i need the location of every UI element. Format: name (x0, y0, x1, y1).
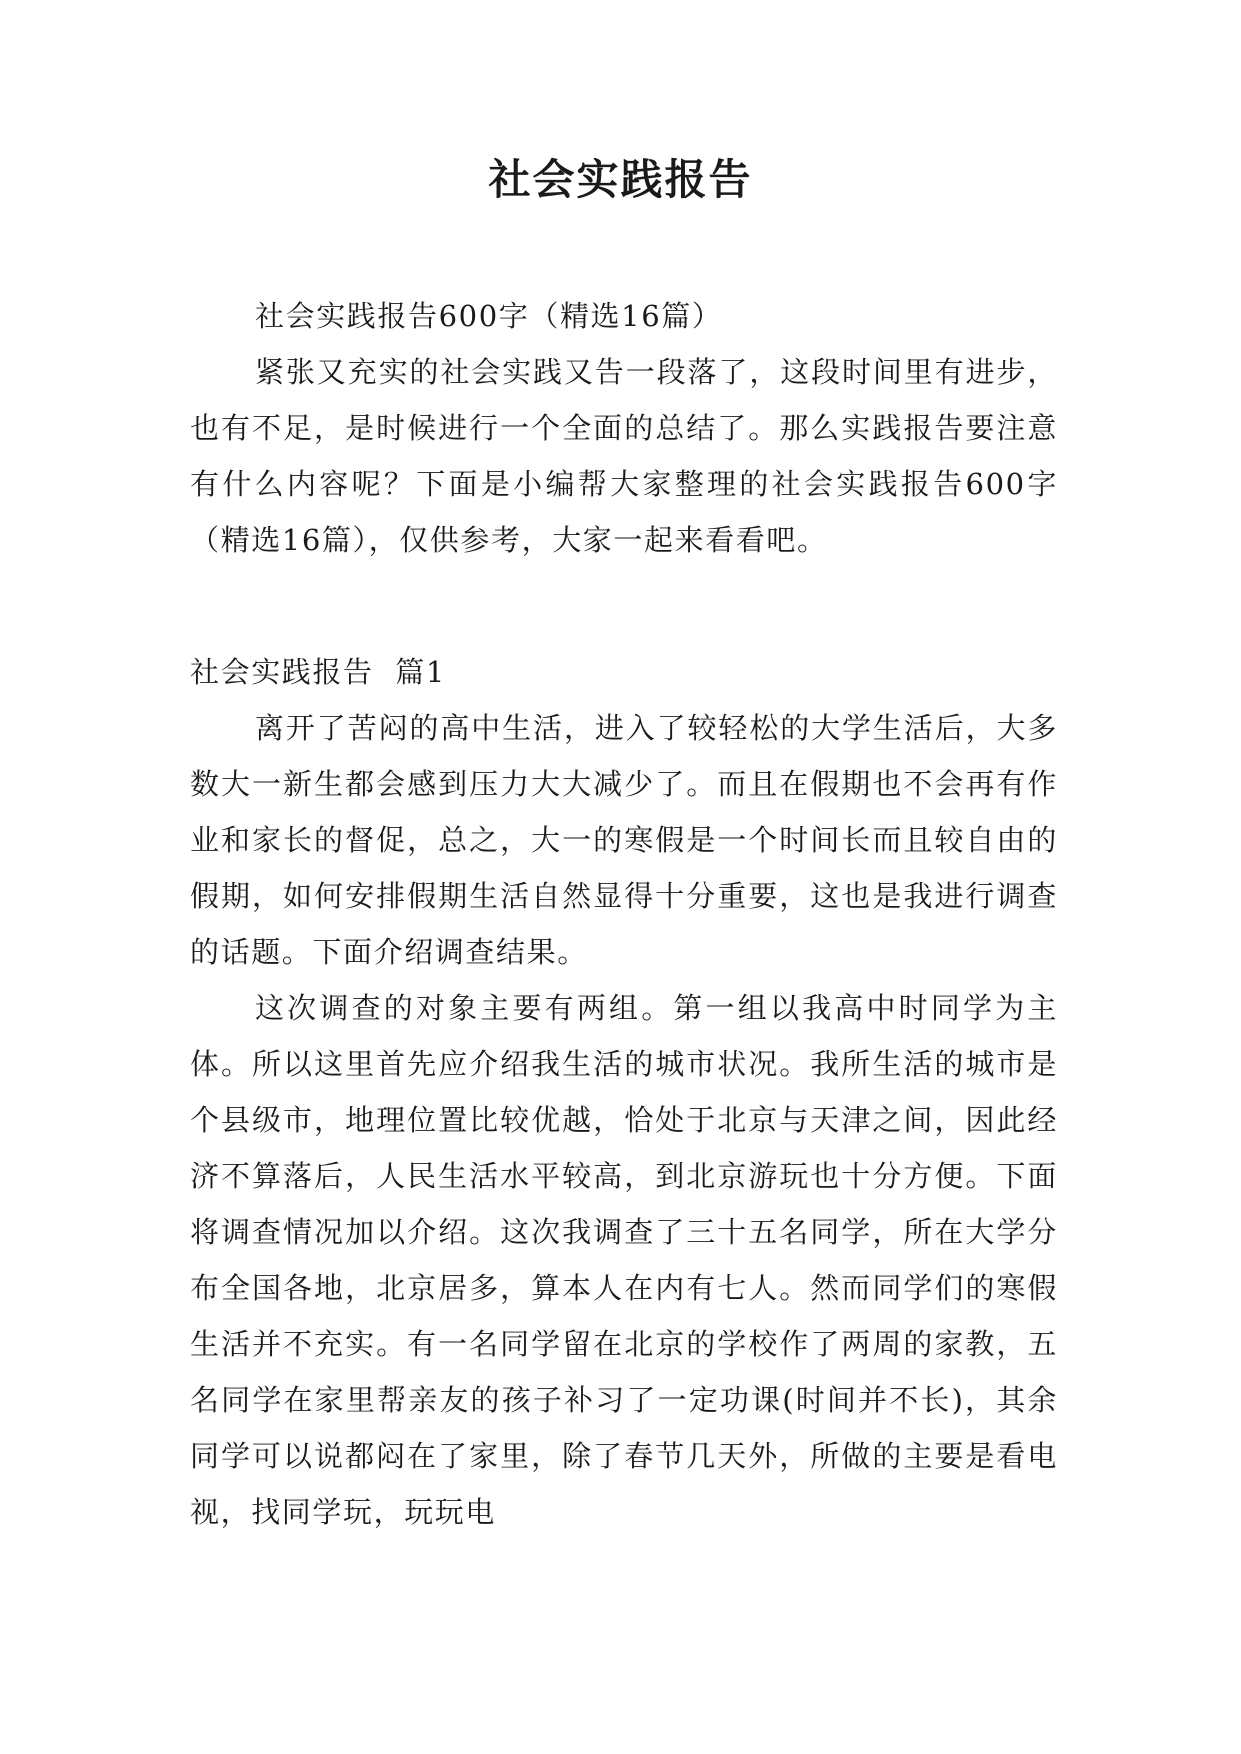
body-paragraph: 离开了苦闷的高中生活，进入了较轻松的大学生活后，大多数大一新生都会感到压力大大减少了。而且在假期也不会再有作业和家长的督促，总之，大一的寒假是一个时间长而且较自由的假期，如何安排假期生活自然显得十分重要，这也是我进行调查的话题。下面介绍调查结果。 (190, 711, 1058, 969)
section-heading: 社会实践报告 篇1 (190, 655, 446, 689)
section-spacer (190, 568, 1058, 644)
document-body (190, 288, 1058, 1540)
body-paragraph: 这次调查的对象主要有两组。第一组以我高中时同学为主体。所以这里首先应介绍我生活的城市状况。我所生活的城市是个县级市，地理位置比较优越，恰处于北京与天津之间，因此经济不算落后，人民生活水平较高，到北京游玩也十分方便。下面将调查情况加以介绍。这次我调查了三十五名同学，所在大学分布全国各地，北京居多，算本人在内有七人。然而同学们的寒假生活并不充实。有一名同学留在北京的学校作了两周的家教，五名同学在家里帮亲友的孩子补习了一定功课(时间并不长)，其余同学可以说都闷在了家里，除了春节几天外，所做的主要是看电视，找同学玩，玩玩电 (190, 991, 1058, 1529)
document-title: 社会实践报告 (488, 155, 753, 204)
intro-paragraph: 紧张又充实的社会实践又告一段落了，这段时间里有进步，也有不足，是时候进行一个全面的总结了。那么实践报告要注意有什么内容呢？下面是小编帮大家整理的社会实践报告600字（精选16篇），仅供参考，大家一起来看看吧。 (190, 355, 1058, 557)
document-subtitle: 社会实践报告600字（精选16篇） (255, 299, 723, 333)
